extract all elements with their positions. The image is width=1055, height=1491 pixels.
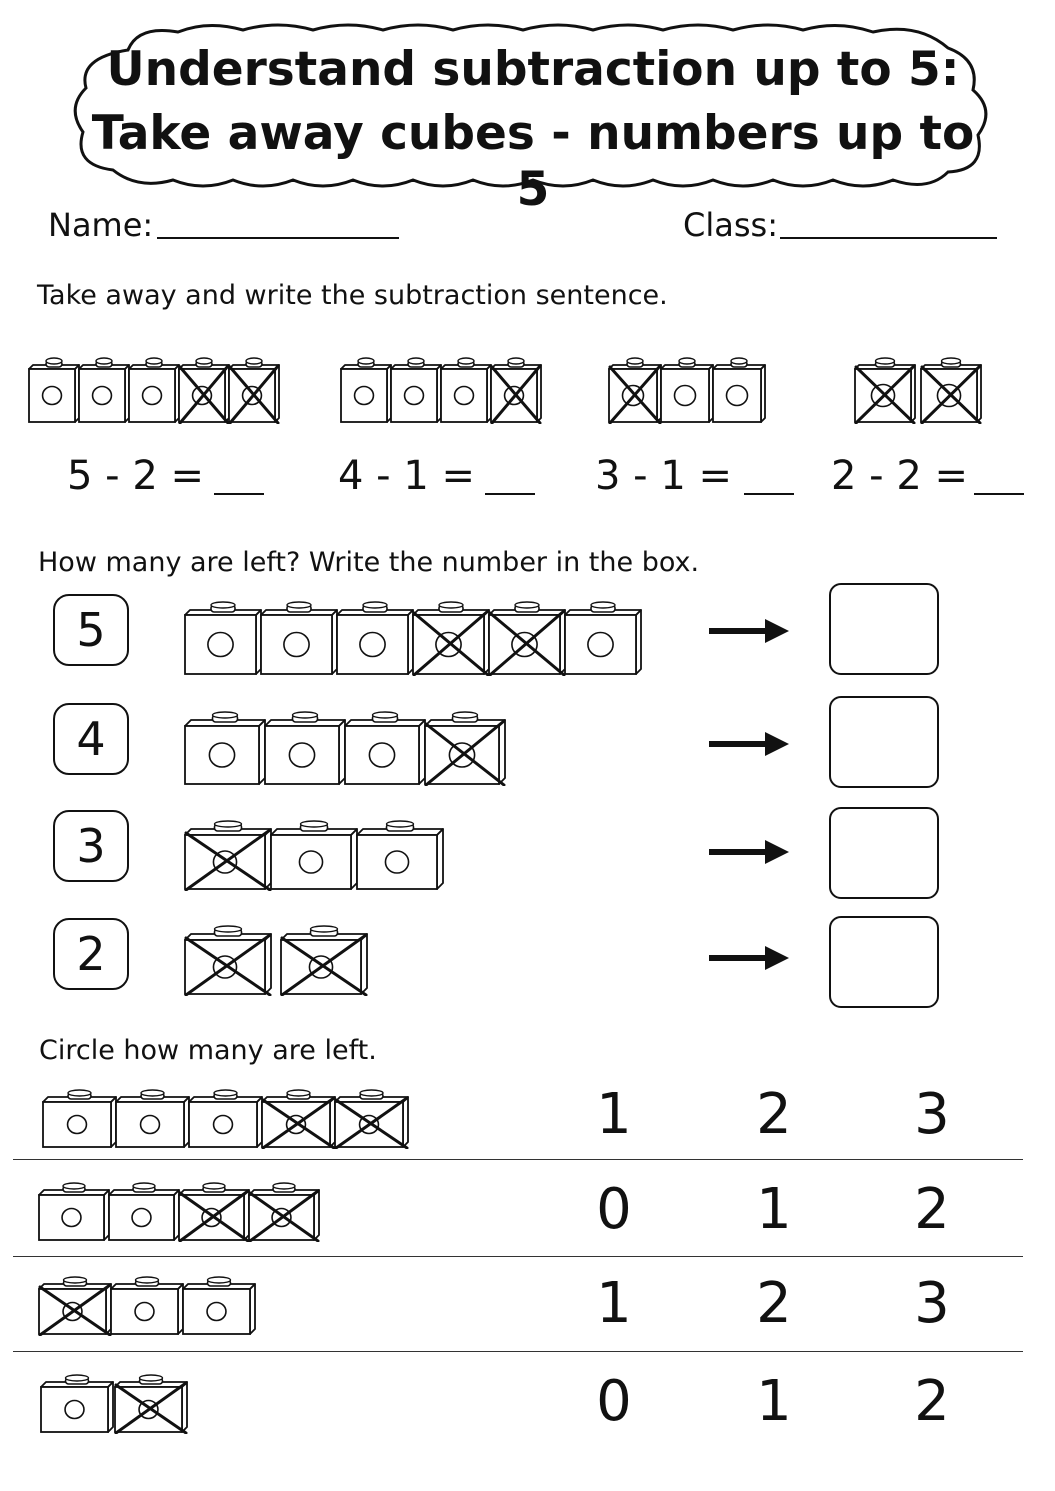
choice-option[interactable]: 0 xyxy=(596,1369,632,1434)
cube-icon xyxy=(336,596,414,676)
section2-instruction: How many are left? Write the number in the box. xyxy=(38,547,700,578)
row-divider xyxy=(13,1159,1023,1160)
cube-icon xyxy=(40,1370,114,1434)
cube-icon xyxy=(440,352,492,424)
right-arrow-icon xyxy=(707,838,789,866)
crossed-cube-icon xyxy=(184,815,272,891)
row-divider xyxy=(13,1256,1023,1257)
cube-icon xyxy=(78,352,130,424)
class-field[interactable] xyxy=(780,237,997,239)
equation-text: 2 - 2 = xyxy=(831,453,968,499)
class-label: Class: xyxy=(683,206,778,244)
crossed-cube-icon xyxy=(280,920,368,996)
choice-option[interactable]: 1 xyxy=(756,1369,792,1434)
cube-icon xyxy=(340,352,392,424)
crossed-cube-icon xyxy=(608,352,662,424)
equation-text: 5 - 2 = xyxy=(67,453,204,499)
title-banner xyxy=(68,20,998,217)
crossed-cube-icon xyxy=(228,352,280,424)
answer-box[interactable] xyxy=(829,583,939,675)
choice-option[interactable]: 0 xyxy=(596,1177,632,1242)
right-arrow-icon xyxy=(707,944,789,972)
crossed-cube-icon xyxy=(178,1178,250,1242)
cube-icon xyxy=(270,815,358,891)
crossed-cube-icon xyxy=(261,1085,336,1149)
cube-icon xyxy=(115,1085,190,1149)
right-arrow-icon xyxy=(707,730,789,758)
start-number: 3 xyxy=(53,810,129,882)
section1-instruction: Take away and write the subtraction sentence. xyxy=(37,280,668,311)
crossed-cube-icon xyxy=(490,352,542,424)
answer-blank[interactable] xyxy=(744,493,794,495)
answer-blank[interactable] xyxy=(214,493,264,495)
cube-icon xyxy=(356,815,444,891)
crossed-cube-icon xyxy=(178,352,230,424)
crossed-cube-icon xyxy=(38,1272,112,1336)
cube-icon xyxy=(344,706,426,786)
title-line-2: Take away cubes - numbers up to 5 xyxy=(91,106,975,217)
cube-icon xyxy=(42,1085,117,1149)
answer-box[interactable] xyxy=(829,807,939,899)
equation-text: 4 - 1 = xyxy=(338,453,475,499)
choice-option[interactable]: 1 xyxy=(756,1177,792,1242)
choice-option[interactable]: 2 xyxy=(756,1271,792,1336)
choice-option[interactable]: 1 xyxy=(596,1082,632,1147)
choice-option[interactable]: 2 xyxy=(914,1369,950,1434)
title-line-1: Understand subtraction up to 5: xyxy=(106,42,960,97)
cube-icon xyxy=(182,1272,256,1336)
choice-option[interactable]: 2 xyxy=(914,1177,950,1242)
crossed-cube-icon xyxy=(412,596,490,676)
crossed-cube-icon xyxy=(488,596,566,676)
crossed-cube-icon xyxy=(248,1178,320,1242)
choice-option[interactable]: 3 xyxy=(914,1082,950,1147)
choice-option[interactable]: 2 xyxy=(756,1082,792,1147)
cube-icon xyxy=(264,706,346,786)
answer-blank[interactable] xyxy=(485,493,535,495)
crossed-cube-icon xyxy=(184,920,272,996)
cube-icon xyxy=(128,352,180,424)
cube-icon xyxy=(712,352,766,424)
cube-icon xyxy=(564,596,642,676)
cube-icon xyxy=(108,1178,180,1242)
cube-icon xyxy=(660,352,714,424)
cube-icon xyxy=(188,1085,263,1149)
start-number: 4 xyxy=(53,703,129,775)
answer-box[interactable] xyxy=(829,916,939,1008)
cube-icon xyxy=(260,596,338,676)
cube-icon xyxy=(184,596,262,676)
crossed-cube-icon xyxy=(854,352,916,424)
section3-instruction: Circle how many are left. xyxy=(39,1035,377,1066)
choice-option[interactable]: 1 xyxy=(596,1271,632,1336)
cube-icon xyxy=(184,706,266,786)
crossed-cube-icon xyxy=(114,1370,188,1434)
equation-text: 3 - 1 = xyxy=(595,453,732,499)
start-number: 5 xyxy=(53,594,129,666)
cube-icon xyxy=(38,1178,110,1242)
name-field[interactable] xyxy=(157,237,399,239)
name-label: Name: xyxy=(48,206,154,244)
start-number: 2 xyxy=(53,918,129,990)
cube-icon xyxy=(110,1272,184,1336)
choice-option[interactable]: 3 xyxy=(914,1271,950,1336)
row-divider xyxy=(13,1351,1023,1352)
crossed-cube-icon xyxy=(334,1085,409,1149)
answer-box[interactable] xyxy=(829,696,939,788)
crossed-cube-icon xyxy=(920,352,982,424)
cube-icon xyxy=(28,352,80,424)
answer-blank[interactable] xyxy=(974,493,1024,495)
cube-icon xyxy=(390,352,442,424)
right-arrow-icon xyxy=(707,617,789,645)
crossed-cube-icon xyxy=(424,706,506,786)
